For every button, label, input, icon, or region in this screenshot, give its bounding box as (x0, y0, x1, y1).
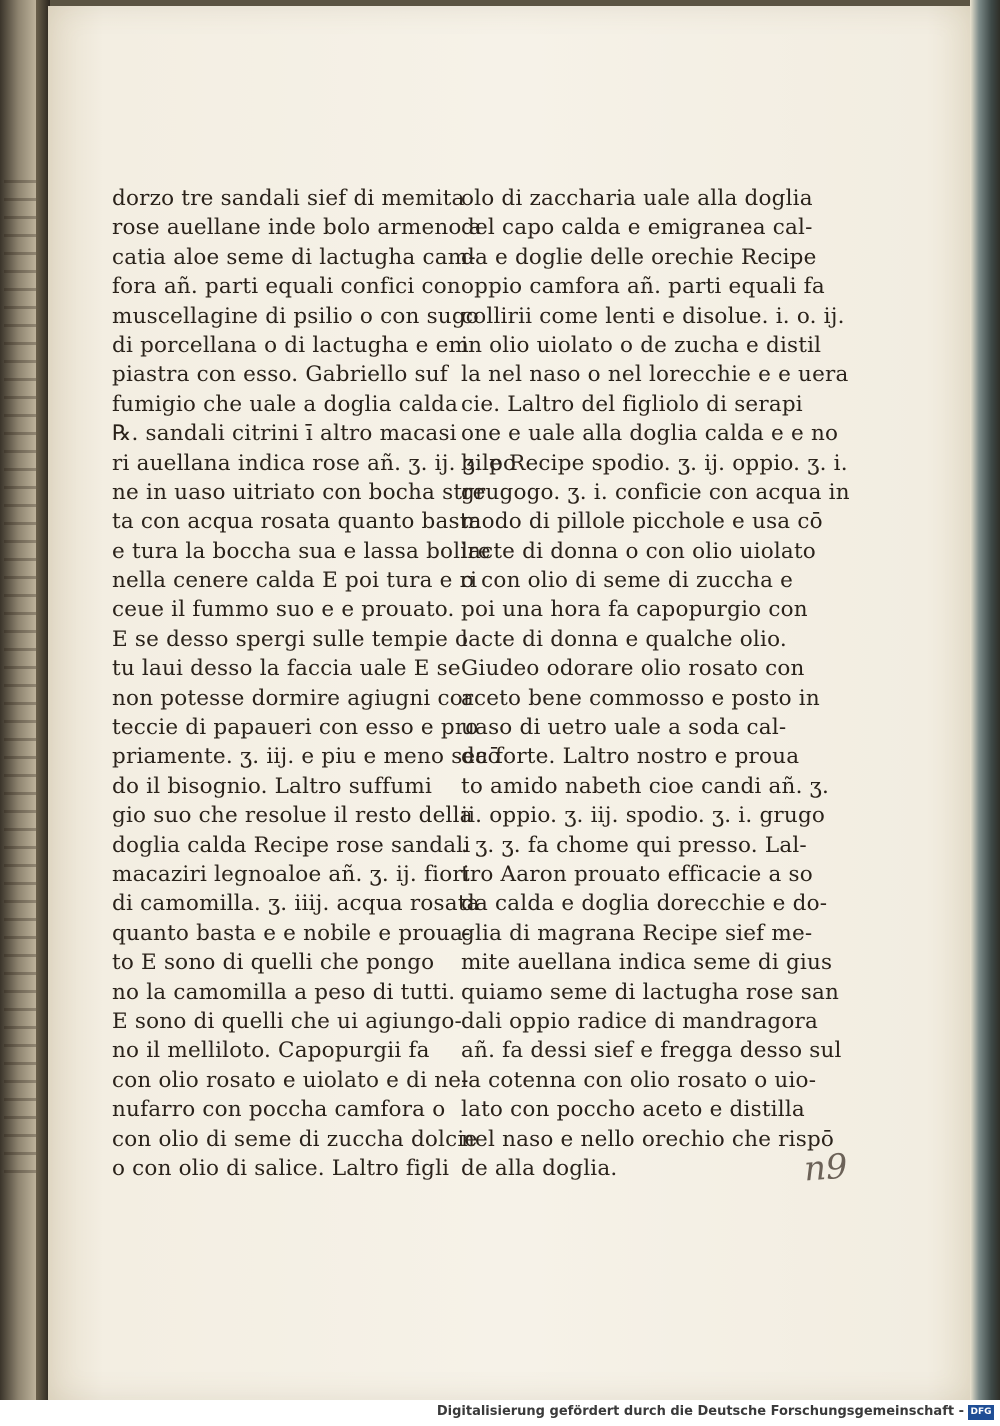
text-line: con olio di seme di zuccha dolcie (112, 1126, 478, 1152)
text-line: aceto bene commosso e posto in (461, 685, 820, 711)
text-line: ℞. sandali citrini ī altro macasi (112, 421, 457, 447)
text-line: tu laui desso la faccia uale E se (112, 656, 461, 682)
text-line: ne in uaso uitriato con bocha stre (112, 479, 486, 505)
text-line: di camomilla. ʒ. iiij. acqua rosata (112, 891, 480, 917)
text-line: fumigio che uale a doglia calda (112, 391, 459, 417)
text-line: priamente. ʒ. iij. e piu e meno secō (112, 744, 501, 770)
text-line: in olio uiolato o de zucha e distil (461, 332, 822, 358)
text-line: di porcellana o di lactugha e em (112, 332, 470, 358)
text-line: e tura la boccha sua e lassa bolire (112, 538, 491, 564)
text-line: o con olio di seme di zuccha e (461, 568, 794, 594)
text-line: doglia calda Recipe rose sandali (112, 832, 471, 858)
text-line: rose auellane inde bolo armeno a (112, 215, 482, 241)
book-cover-edge (970, 0, 1000, 1400)
text-line: one e uale alla doglia calda e e no (461, 421, 839, 447)
text-line: da forte. Laltro nostro e proua (461, 744, 800, 770)
text-line: grugogo. ʒ. i. conficie con acqua in (461, 479, 850, 505)
text-line: del capo calda e emigranea cal- (461, 215, 813, 241)
book-page (48, 6, 973, 1400)
text-line: non potesse dormire agiugni cor (112, 685, 474, 711)
text-line: ri auellana indica rose añ. ʒ. ij. ʒ. po (112, 450, 517, 476)
text-line: nufarro con poccha camfora o (112, 1097, 446, 1123)
text-line: nel naso e nello orechio che rispō (461, 1126, 835, 1152)
footer-credit: Digitalisierung gefördert durch die Deutsche Forschungsgemeinschaft - (436, 1404, 964, 1419)
text-column-left (112, 184, 517, 1183)
text-line: olo di zaccharia uale alla doglia (461, 186, 813, 211)
text-line: o con olio di salice. Laltro figli (112, 1155, 450, 1181)
text-line: dorzo tre sandali sief di memita (112, 186, 465, 211)
text-line: cie. Laltro del figliolo di serapi (461, 391, 803, 417)
folio-mark: n9 (802, 1146, 849, 1190)
text-line: glia di magrana Recipe sief me- (461, 920, 813, 946)
text-line: quanto basta e e nobile e proua- (112, 920, 471, 946)
footer-bar (0, 1400, 1000, 1426)
text-line: catia aloe seme di lactugha cam- (112, 244, 476, 270)
text-line: modo di pillole picchole e usa cō (461, 509, 823, 535)
text-line: macaziri legnoaloe añ. ʒ. ij. fiori (112, 861, 470, 887)
text-line: no il melliloto. Capopurgii fa (112, 1038, 430, 1064)
text-line: gio suo che resolue il resto della (112, 803, 473, 829)
text-line: la cotenna con olio rosato o uio- (461, 1067, 817, 1093)
text-line: poi una hora fa capopurgio con (461, 597, 808, 623)
text-line: con olio rosato e uiolato e di ne- (112, 1067, 469, 1093)
text-line: añ. fa dessi sief e fregga desso sul (461, 1038, 842, 1064)
dfg-logo: DFG (968, 1405, 994, 1420)
text-line: E sono di quelli che ui agiungo- (112, 1008, 462, 1034)
text-line: collirii come lenti e disolue. i. o. ij. (461, 303, 845, 329)
text-line: mite auellana indica seme di gius (461, 950, 833, 976)
text-line: Giudeo odorare olio rosato con (461, 656, 805, 682)
text-line: fora añ. parti equali confici con (112, 274, 461, 300)
text-line: ceue il fummo suo e e prouato. (112, 597, 455, 623)
text-line: dali oppio radice di mandragora (461, 1008, 819, 1034)
text-line: lacte di donna o con olio uiolato (461, 538, 816, 564)
text-line: ta con acqua rosata quanto basta (112, 509, 482, 535)
text-line: do il bisognio. Laltro suffumi (112, 773, 433, 799)
text-line: da e doglie delle orechie Recipe (461, 244, 817, 270)
text-line: de alla doglia. (461, 1155, 618, 1181)
text-line: no la camomilla a peso di tutti. (112, 979, 456, 1005)
text-line: teccie di papaueri con esso e pro (112, 715, 479, 741)
text-line: . ʒ. ʒ. fa chome qui presso. Lal- (461, 832, 807, 858)
text-line: ii. oppio. ʒ. iij. spodio. ʒ. i. grugo (461, 803, 826, 829)
text-line: la nel naso o nel lorecchie e e uera (461, 362, 849, 388)
text-line: muscellagine di psilio o con sugo (112, 303, 479, 329)
text-line: to E sono di quelli che pongo (112, 950, 435, 976)
text-line: da calda e doglia dorecchie e do- (461, 891, 828, 917)
text-line: nella cenere calda E poi tura e ri (112, 568, 478, 594)
text-line: quiamo seme di lactugha rose san (461, 979, 840, 1005)
text-line: tro Aaron prouato efficacie a so (461, 861, 813, 887)
text-line: lacte di donna e qualche olio. (461, 626, 787, 652)
text-line: bile Recipe spodio. ʒ. ij. oppio. ʒ. i. (461, 450, 848, 476)
text-line: E se desso spergi sulle tempie o (112, 626, 469, 652)
text-line: lato con poccho aceto e distilla (461, 1097, 805, 1123)
text-line: to amido nabeth cioe candi añ. ʒ. (461, 773, 830, 799)
text-line: oppio camfora añ. parti equali fa (461, 274, 825, 300)
text-line: uaso di uetro uale a soda cal- (461, 715, 787, 741)
text-line: piastra con esso. Gabriello suf (112, 362, 448, 388)
